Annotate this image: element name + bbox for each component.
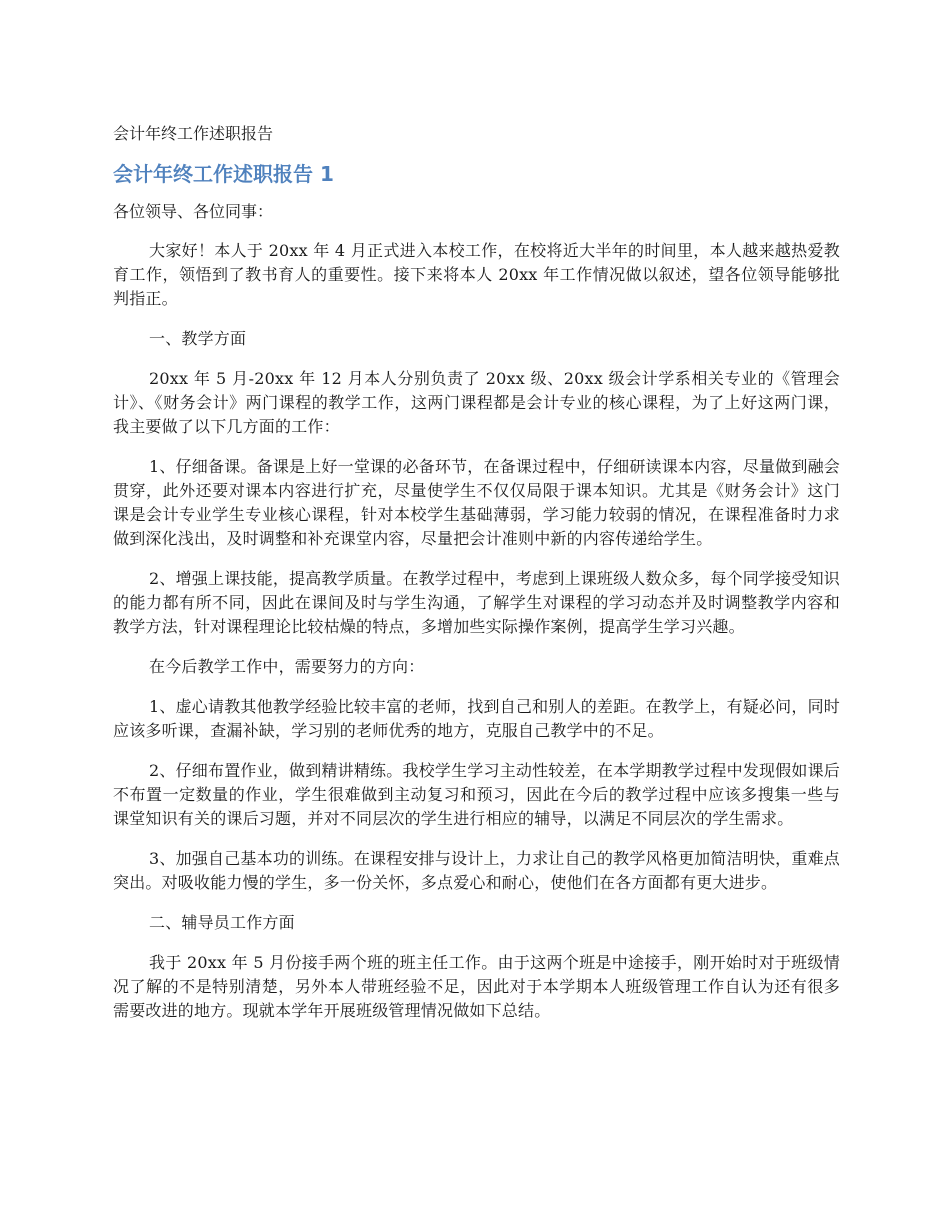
paragraph-courses: 20xx 年 5 月-20xx 年 12 月本人分别负责了 20xx 级、20xx 级会计学系相关专业的《管理会计》、《财务会计》两门课程的教学工作，这两门课程都是会计专业的核心课程，为了上好这两门课，我主要做了以下几方面的工作： [113, 369, 840, 436]
paragraph-intro: 大家好！本人于 20xx 年 4 月正式进入本校工作，在校将近大半年的时间里，本人越来越热爱教育工作，领悟到了教书育人的重要性。接下来将本人 20xx 年工作情况做以叙述，望各位领导能够批判指正。 [113, 241, 840, 308]
heading-counselor: 二、辅导员工作方面 [149, 913, 295, 932]
document-page [113, 122, 840, 1039]
heading-future-direction: 在今后教学工作中，需要努力的方向： [149, 657, 425, 676]
paragraph-homework: 2、仔细布置作业，做到精讲精练。我校学生学习主动性较差，在本学期教学过程中发现假如课后不布置一定数量的作业，学生很难做到主动复习和预习，因此在今后的教学过程中应该多搜集一些与课堂知识有关的课后习题，并对不同层次的学生进行相应的辅导，以满足不同层次的学生需求。 [113, 761, 840, 828]
paragraph-basic-skills: 3、加强自己基本功的训练。在课程安排与设计上，力求让自己的教学风格更加简洁明快，重难点突出。对吸收能力慢的学生，多一份关怀，多点爱心和耐心，使他们在各方面都有更大进步。 [113, 849, 840, 892]
salutation: 各位领导、各位同事： [113, 202, 274, 221]
paragraph-seek-advice: 1、虚心请教其他教学经验比较丰富的老师，找到自己和别人的差距。在教学上，有疑必问，同时应该多听课，查漏补缺，学习别的老师优秀的地方，克服自己教学中的不足。 [113, 697, 840, 740]
paragraph-class-management: 我于 20xx 年 5 月份接手两个班的班主任工作。由于这两个班是中途接手，刚开始时对于班级情况了解的不是特别清楚，另外本人带班经验不足，因此对于本学期本人班级管理工作自认为还有很多需要改进的地方。现就本学年开展班级管理情况做如下总结。 [113, 953, 840, 1020]
document-title: 会计年终工作述职报告 [113, 124, 274, 143]
heading-teaching: 一、教学方面 [149, 329, 247, 348]
paragraph-lesson-prep: 1、仔细备课。备课是上好一堂课的必备环节，在备课过程中，仔细研读课本内容，尽量做到融会贯穿，此外还要对课本内容进行扩充，尽量使学生不仅仅局限于课本知识。尤其是《财务会计》这门课是会计专业学生专业核心课程，针对本校学生基础薄弱，学习能力较弱的情况，在课程准备时力求做到深化浅出，及时调整和补充课堂内容，尽量把会计准则中新的内容传递给学生。 [113, 457, 840, 548]
paragraph-teaching-skills: 2、增强上课技能，提高教学质量。在教学过程中，考虑到上课班级人数众多，每个同学接受知识的能力都有所不同，因此在课间及时与学生沟通，了解学生对课程的学习动态并及时调整教学内容和教学方法，针对课程理论比较枯燥的特点，多增加些实际操作案例，提高学生学习兴趣。 [113, 569, 840, 636]
section-heading: 会计年终工作述职报告 1 [113, 162, 334, 186]
